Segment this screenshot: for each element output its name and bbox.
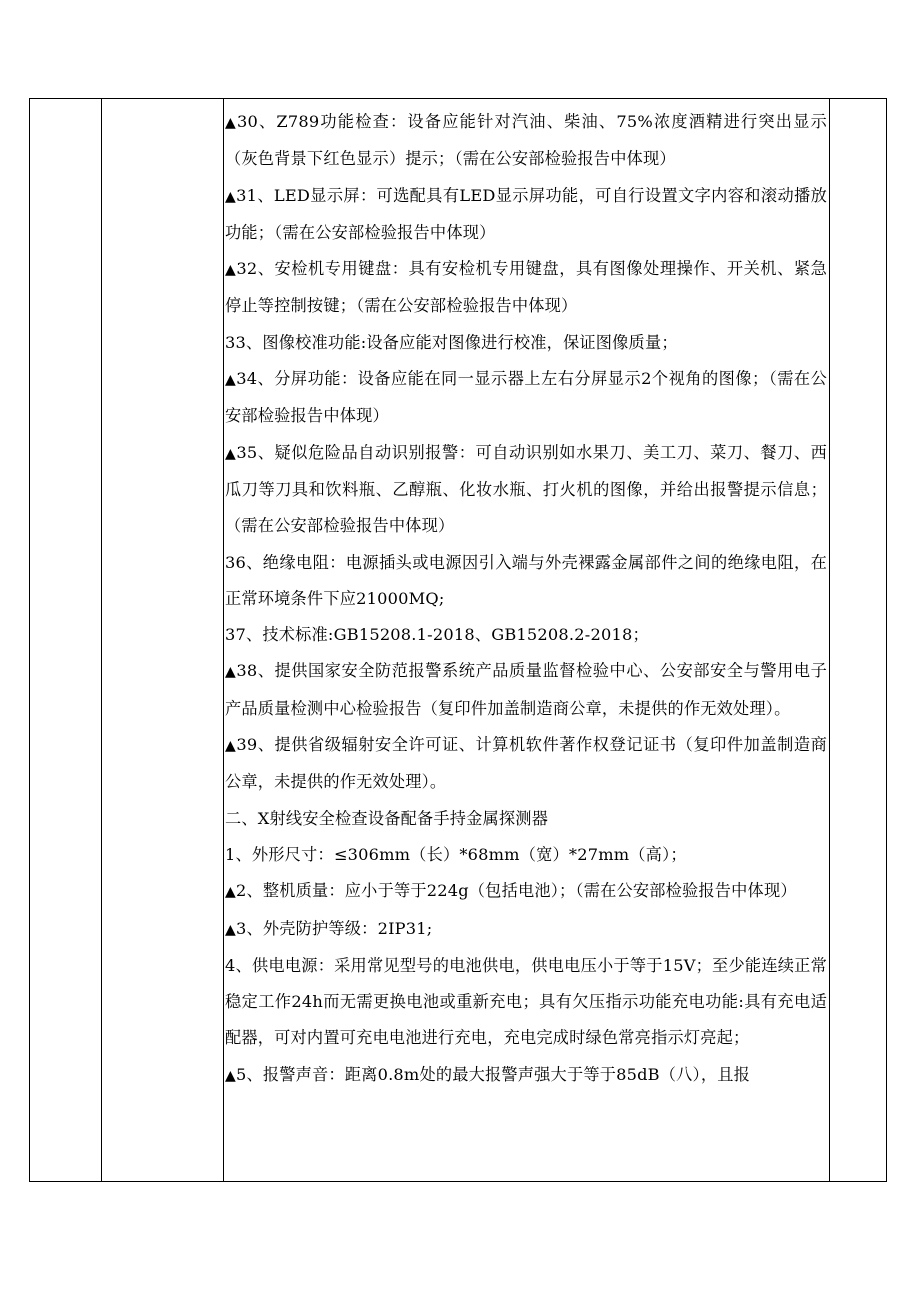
section-heading <box>225 801 827 837</box>
requirement-text: 35、疑似危险品自动识别报警：可自动识别如水果刀、美工刀、菜刀、餐刀、西瓜刀等刀具和饮料瓶、乙醇瓶、化妆水瓶、打火机的图像，并给出报警提示信息；（需在公安部检验报告中体现） <box>225 442 828 536</box>
requirement-item <box>225 104 827 178</box>
important-marker-icon: ▲ <box>225 372 237 389</box>
requirement-text: 38、提供国家安全防范报警系统产品质量监督检验中心、公安部安全与警用电子产品质量检测中心检验报告（复印件加盖制造商公章，未提供的作无效处理）。 <box>225 661 828 718</box>
requirement-text: 36、绝缘电阻：电源插头或电源因引入端与外壳裸露金属部件之间的绝缘电阻，在正常环境条件下应21000MQ; <box>225 552 827 608</box>
requirement-text: 31、LED显示屏：可选配具有LED显示屏功能，可自行设置文字内容和滚动播放功能；（需在公安部检验报告中体现） <box>225 185 827 242</box>
requirement-text: 3、外壳防护等级：2IP31; <box>235 918 433 938</box>
column-divider <box>829 99 830 1181</box>
important-marker-icon: ▲ <box>225 262 237 279</box>
important-marker-icon: ▲ <box>225 921 236 938</box>
important-marker-icon: ▲ <box>225 445 237 462</box>
requirements-cell <box>225 99 827 1094</box>
requirement-item <box>225 1057 827 1094</box>
requirement-item <box>225 178 827 252</box>
important-marker-icon: ▲ <box>225 188 237 205</box>
requirement-text: 39、提供省级辐射安全许可证、计算机软件著作权登记证书（复印件加盖制造商公章，未提供的作无效处理）。 <box>225 735 828 792</box>
important-marker-icon: ▲ <box>225 738 237 755</box>
requirement-text: 34、分屏功能：设备应能在同一显示器上左右分屏显示2个视角的图像；（需在公安部检验报告中体现） <box>225 369 827 426</box>
requirement-text: 33、图像校准功能:设备应能对图像进行校准，保证图像质量； <box>225 332 678 352</box>
requirement-text: 4、供电电源：采用常见型号的电池供电，供电电压小于等于15V；至少能连续正常稳定工作24h而无需更换电池或重新充电；具有欠压指示功能充电功能:具有充电适配器，可对内置可充电电池进行充电，充电完成时绿色常亮指示灯亮起； <box>225 955 827 1048</box>
requirement-item <box>225 873 827 910</box>
requirement-item <box>225 435 827 545</box>
important-marker-icon: ▲ <box>225 1067 236 1084</box>
table-cell-item-name <box>102 99 223 1181</box>
table-cell-remark <box>830 99 887 1181</box>
important-marker-icon: ▲ <box>225 884 236 901</box>
requirement-item <box>225 325 827 361</box>
column-divider <box>223 99 224 1181</box>
table-cell-index <box>30 99 101 1181</box>
requirement-item <box>225 361 827 435</box>
requirement-text: 5、报警声音：距离0.8m处的最大报警声强大于等于85dB（八），且报 <box>235 1064 750 1084</box>
section-heading-text: 二、X射线安全检查设备配备手持金属探测器 <box>225 808 549 828</box>
requirement-item <box>225 251 827 325</box>
requirement-text: 30、Z789功能检查：设备应能针对汽油、柴油、75%浓度酒精进行突出显示（灰色背景下红色显示）提示；（需在公安部检验报告中体现） <box>225 112 828 169</box>
requirement-text: 1、外形尺寸：≤306mm（长）*68mm（宽）*27mm（高）； <box>225 844 687 864</box>
requirement-text: 32、安检机专用键盘：具有安检机专用键盘，具有图像处理操作、开关机、紧急停止等控制按键；（需在公安部检验报告中体现） <box>225 259 828 316</box>
important-marker-icon: ▲ <box>225 664 237 681</box>
requirement-item <box>225 727 827 801</box>
column-divider <box>101 99 102 1181</box>
requirement-item <box>225 948 827 1057</box>
requirement-text: 37、技术标准:GB15208.1-2018、GB15208.2-2018； <box>225 625 649 645</box>
important-marker-icon: ▲ <box>225 115 237 131</box>
requirement-item <box>225 837 827 873</box>
requirement-text: 2、整机质量：应小于等于224g（包括电池）；（需在公安部检验报告中体现） <box>235 881 797 901</box>
requirement-item <box>225 911 827 948</box>
requirement-item <box>225 617 827 653</box>
spec-table <box>29 98 887 1182</box>
requirement-item <box>225 545 827 618</box>
requirement-item <box>225 653 827 727</box>
